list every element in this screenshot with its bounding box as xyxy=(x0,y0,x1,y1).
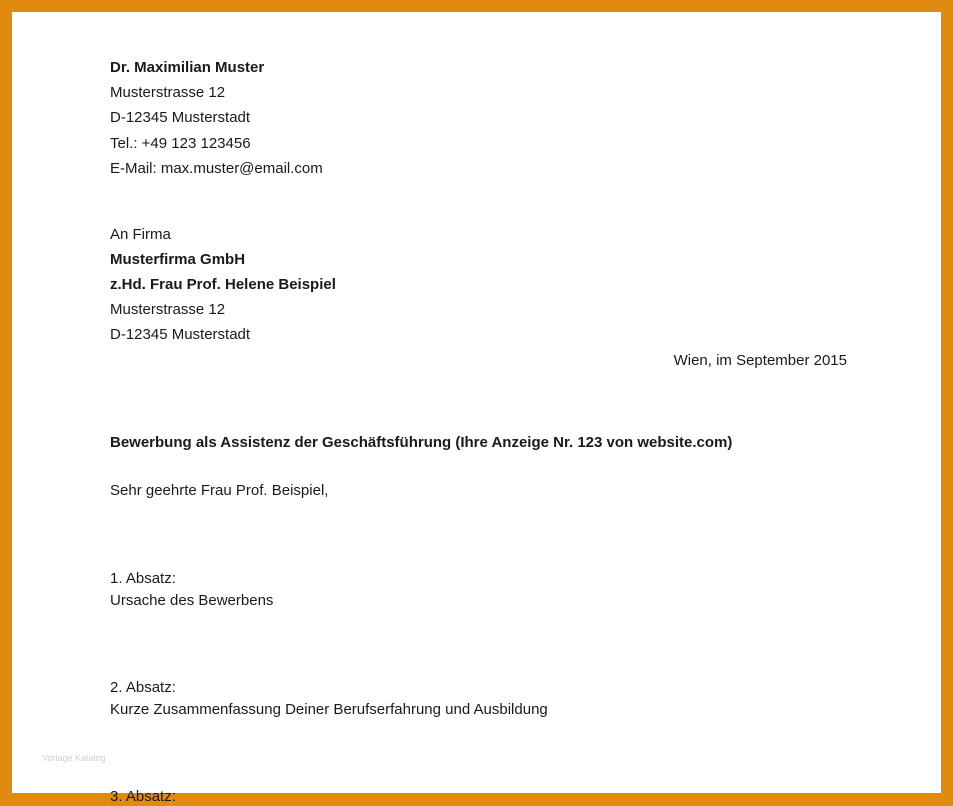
recipient-contact: z.Hd. Frau Prof. Helene Beispiel xyxy=(110,276,336,293)
paragraph-2-text: Kurze Zusammenfassung Deiner Berufserfahrung und Ausbildung xyxy=(110,701,548,718)
paragraph-1-label: 1. Absatz: xyxy=(110,570,176,587)
letter-page xyxy=(12,12,941,805)
paragraph-2-label: 2. Absatz: xyxy=(110,679,176,696)
letter-date: Wien, im September 2015 xyxy=(673,352,847,369)
recipient-company: Musterfirma GmbH xyxy=(110,251,246,268)
recipient-city: D-12345 Musterstadt xyxy=(110,326,251,343)
sender-email: E-Mail: max.muster@email.com xyxy=(110,160,323,177)
watermark: Vorlage Katalog xyxy=(42,753,106,763)
sender-city: D-12345 Musterstadt xyxy=(110,109,251,126)
sender-street: Musterstrasse 12 xyxy=(110,84,226,101)
recipient-prefix: An Firma xyxy=(110,226,171,243)
recipient-street: Musterstrasse 12 xyxy=(110,301,226,318)
letter-subject: Bewerbung als Assistenz der Geschäftsführung (Ihre Anzeige Nr. 123 von website.com) xyxy=(110,434,733,451)
sender-phone: Tel.: +49 123 123456 xyxy=(110,135,251,152)
salutation: Sehr geehrte Frau Prof. Beispiel, xyxy=(110,482,329,499)
paragraph-3-label: 3. Absatz: xyxy=(110,788,176,805)
paragraph-1-text: Ursache des Bewerbens xyxy=(110,592,274,609)
sender-name: Dr. Maximilian Muster xyxy=(110,59,265,76)
